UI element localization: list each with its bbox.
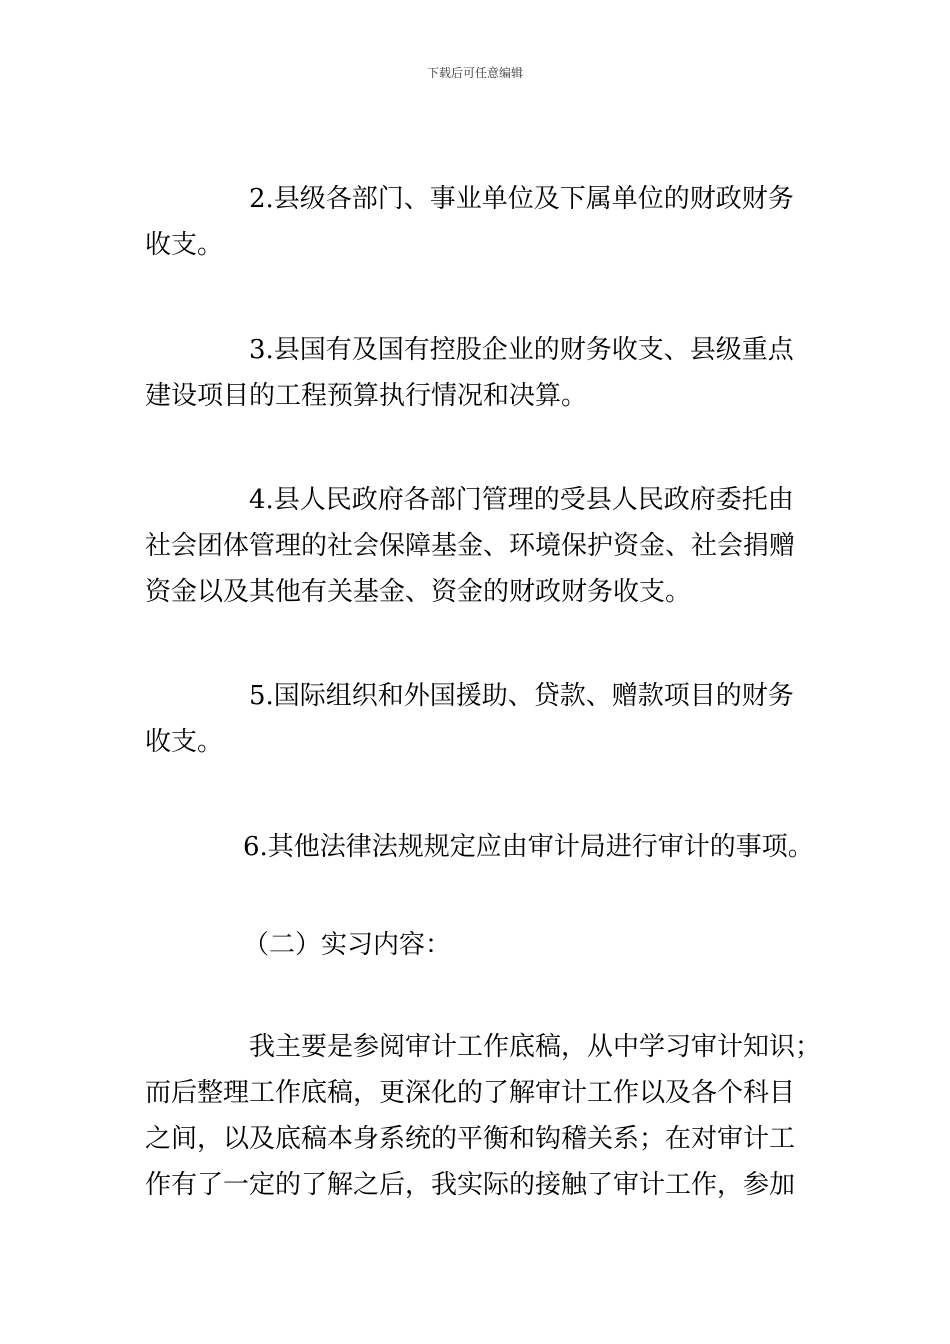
text-line: 5.国际组织和外国援助、贷款、赠款项目的财务 xyxy=(249,681,794,711)
text-line: 4.县人民政府各部门管理的受县人民政府委托由 xyxy=(249,485,794,515)
text-line: 之间，以及底稿本身系统的平衡和钩稽关系；在对审计工 xyxy=(145,1124,796,1154)
text-line: 2.县级各部门、事业单位及下属单位的财政财务 xyxy=(249,184,794,214)
section-heading xyxy=(145,922,825,968)
text-line: 社会团体管理的社会保障基金、环境保护资金、社会捐赠 xyxy=(145,531,796,561)
paragraph-item-5 xyxy=(145,673,825,765)
text-line: （二）实习内容： xyxy=(243,930,452,960)
text-line: 3.县国有及国有控股企业的财务收支、县级重点 xyxy=(249,335,794,365)
text-line: 资金以及其他有关基金、资金的财政财务收支。 xyxy=(145,577,692,607)
page-header: 下载后可任意编辑 xyxy=(426,66,523,80)
text-line: 作有了一定的了解之后，我实际的接触了审计工作，参加 xyxy=(145,1170,796,1200)
paragraph-item-3 xyxy=(145,327,825,419)
paragraph-item-2 xyxy=(145,176,825,268)
paragraph-item-6 xyxy=(145,824,825,870)
text-line: 6.其他法律法规规定应由审计局进行审计的事项。 xyxy=(243,832,814,862)
paragraph-internship-content xyxy=(145,1024,825,1208)
paragraph-item-4 xyxy=(145,477,825,615)
text-line: 而后整理工作底稿，更深化的了解审计工作以及各个科目 xyxy=(145,1078,796,1108)
text-line: 收支。 xyxy=(145,727,224,757)
text-line: 我主要是参阅审计工作底稿，从中学习审计知识； xyxy=(249,1032,822,1062)
text-line: 收支。 xyxy=(145,230,224,260)
text-line: 建设项目的工程预算执行情况和决算。 xyxy=(145,381,588,411)
